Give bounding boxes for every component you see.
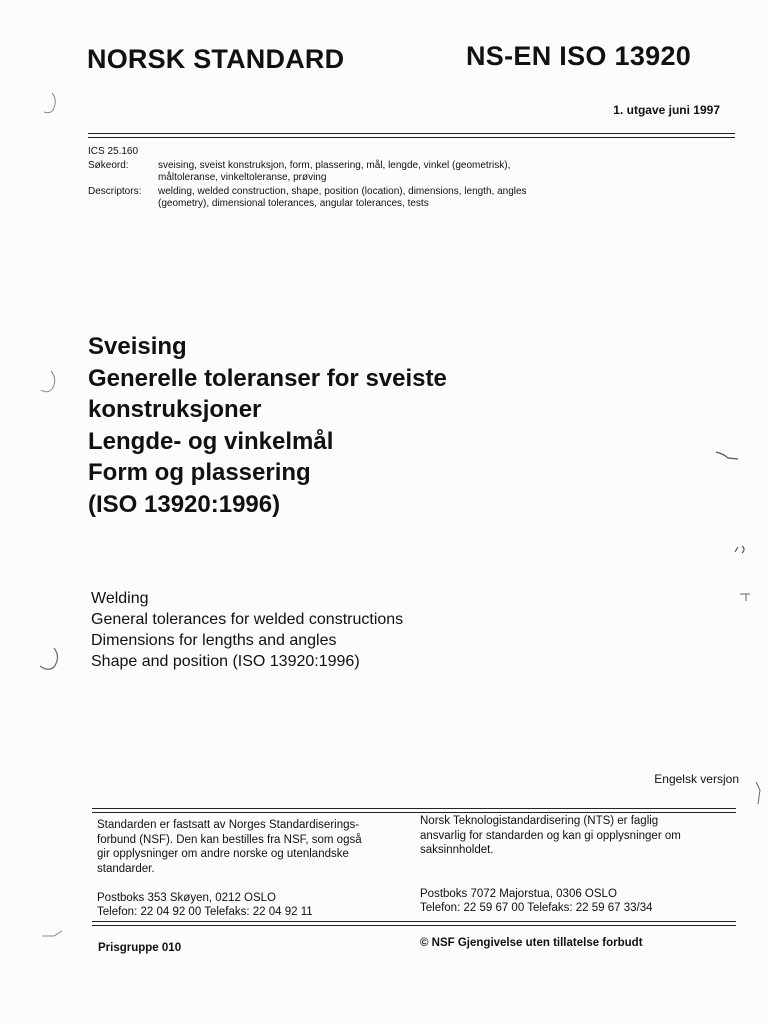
publisher-title: NORSK STANDARD: [87, 44, 345, 74]
header-rule-top: [88, 133, 735, 134]
nsf-phone: Telefon: 22 04 92 00 Telefaks: 22 04 92 11: [97, 906, 313, 918]
norwegian-title-line: (ISO 13920:1996): [88, 490, 281, 518]
keywords-line-2: måltoleranse, vinkeltoleranse, prøving: [158, 172, 327, 183]
nts-text-line: saksinnholdet.: [420, 844, 494, 856]
nts-phone: Telefon: 22 59 67 00 Telefaks: 22 59 67 33/34: [420, 902, 653, 914]
norwegian-title-line: Generelle toleranser for sveiste: [88, 364, 447, 392]
english-title-line: Welding: [91, 590, 149, 607]
scan-mark: [752, 780, 764, 808]
punch-hole-mark: [36, 645, 64, 675]
nsf-text-line: standarder.: [97, 862, 155, 875]
nsf-text-line: Standarden er fastsatt av Norges Standardiserings-: [97, 819, 360, 831]
punch-hole-mark: [40, 928, 66, 944]
price-group: Prisgruppe 010: [98, 942, 182, 954]
nsf-address: Postboks 353 Skøyen, 0212 OSLO: [97, 892, 276, 904]
nts-text-line: Norsk Teknologistandardisering (NTS) er faglig: [420, 815, 659, 827]
english-title-line: Shape and position (ISO 13920:1996): [91, 653, 360, 670]
keywords-label: Søkeord:: [88, 160, 129, 171]
nts-address: Postboks 7072 Majorstua, 0306 OSLO: [420, 888, 617, 900]
scan-mark: [738, 588, 754, 604]
footer-rule-bottom-a: [92, 921, 736, 922]
english-title-line: Dimensions for lengths and angles: [91, 632, 337, 649]
scan-mark: [714, 448, 740, 464]
copyright-notice: © NSF Gjengivelse uten tillatelse forbudt: [420, 937, 643, 949]
punch-hole-mark: [36, 368, 62, 398]
norwegian-title-line: Lengde- og vinkelmål: [88, 427, 334, 455]
nts-text-line: ansvarlig for standarden og kan gi opplysninger om: [420, 829, 681, 842]
descriptors-label: Descriptors:: [88, 186, 142, 197]
ics-code: ICS 25.160: [88, 146, 139, 157]
norwegian-title-line: konstruksjoner: [88, 396, 262, 423]
norwegian-title: [88, 331, 447, 520]
english-title: [91, 588, 403, 672]
punch-hole-mark: [38, 90, 62, 120]
nts-info: [420, 814, 730, 858]
norwegian-title-line: Sveising: [88, 333, 187, 360]
scan-mark: [732, 542, 748, 556]
footer-rule-top-a: [92, 808, 736, 809]
footer-rule-bottom-b: [92, 925, 736, 926]
nsf-info: [97, 818, 407, 876]
norwegian-title-line: Form og plassering: [88, 459, 311, 486]
edition-date: 1. utgave juni 1997: [613, 103, 720, 117]
descriptors-line-1: welding, welded construction, shape, position (location), dimensions, length, angles: [158, 186, 527, 197]
header-rule-bottom: [88, 137, 735, 138]
nsf-text-line: gir opplysninger om andre norske og utenlandske: [97, 848, 349, 860]
descriptors-line-2: (geometry), dimensional tolerances, angular tolerances, tests: [158, 198, 429, 209]
standard-number: NS-EN ISO 13920: [466, 41, 692, 71]
footer-rule-top-b: [92, 812, 736, 813]
nsf-text-line: forbund (NSF). Den kan bestilles fra NSF, som også: [97, 833, 362, 846]
keywords-line-1: sveising, sveist konstruksjon, form, plassering, mål, lengde, vinkel (geometrisk),: [158, 160, 511, 171]
english-title-line: General tolerances for welded constructions: [91, 611, 404, 628]
language-version: Engelsk versjon: [654, 772, 739, 786]
